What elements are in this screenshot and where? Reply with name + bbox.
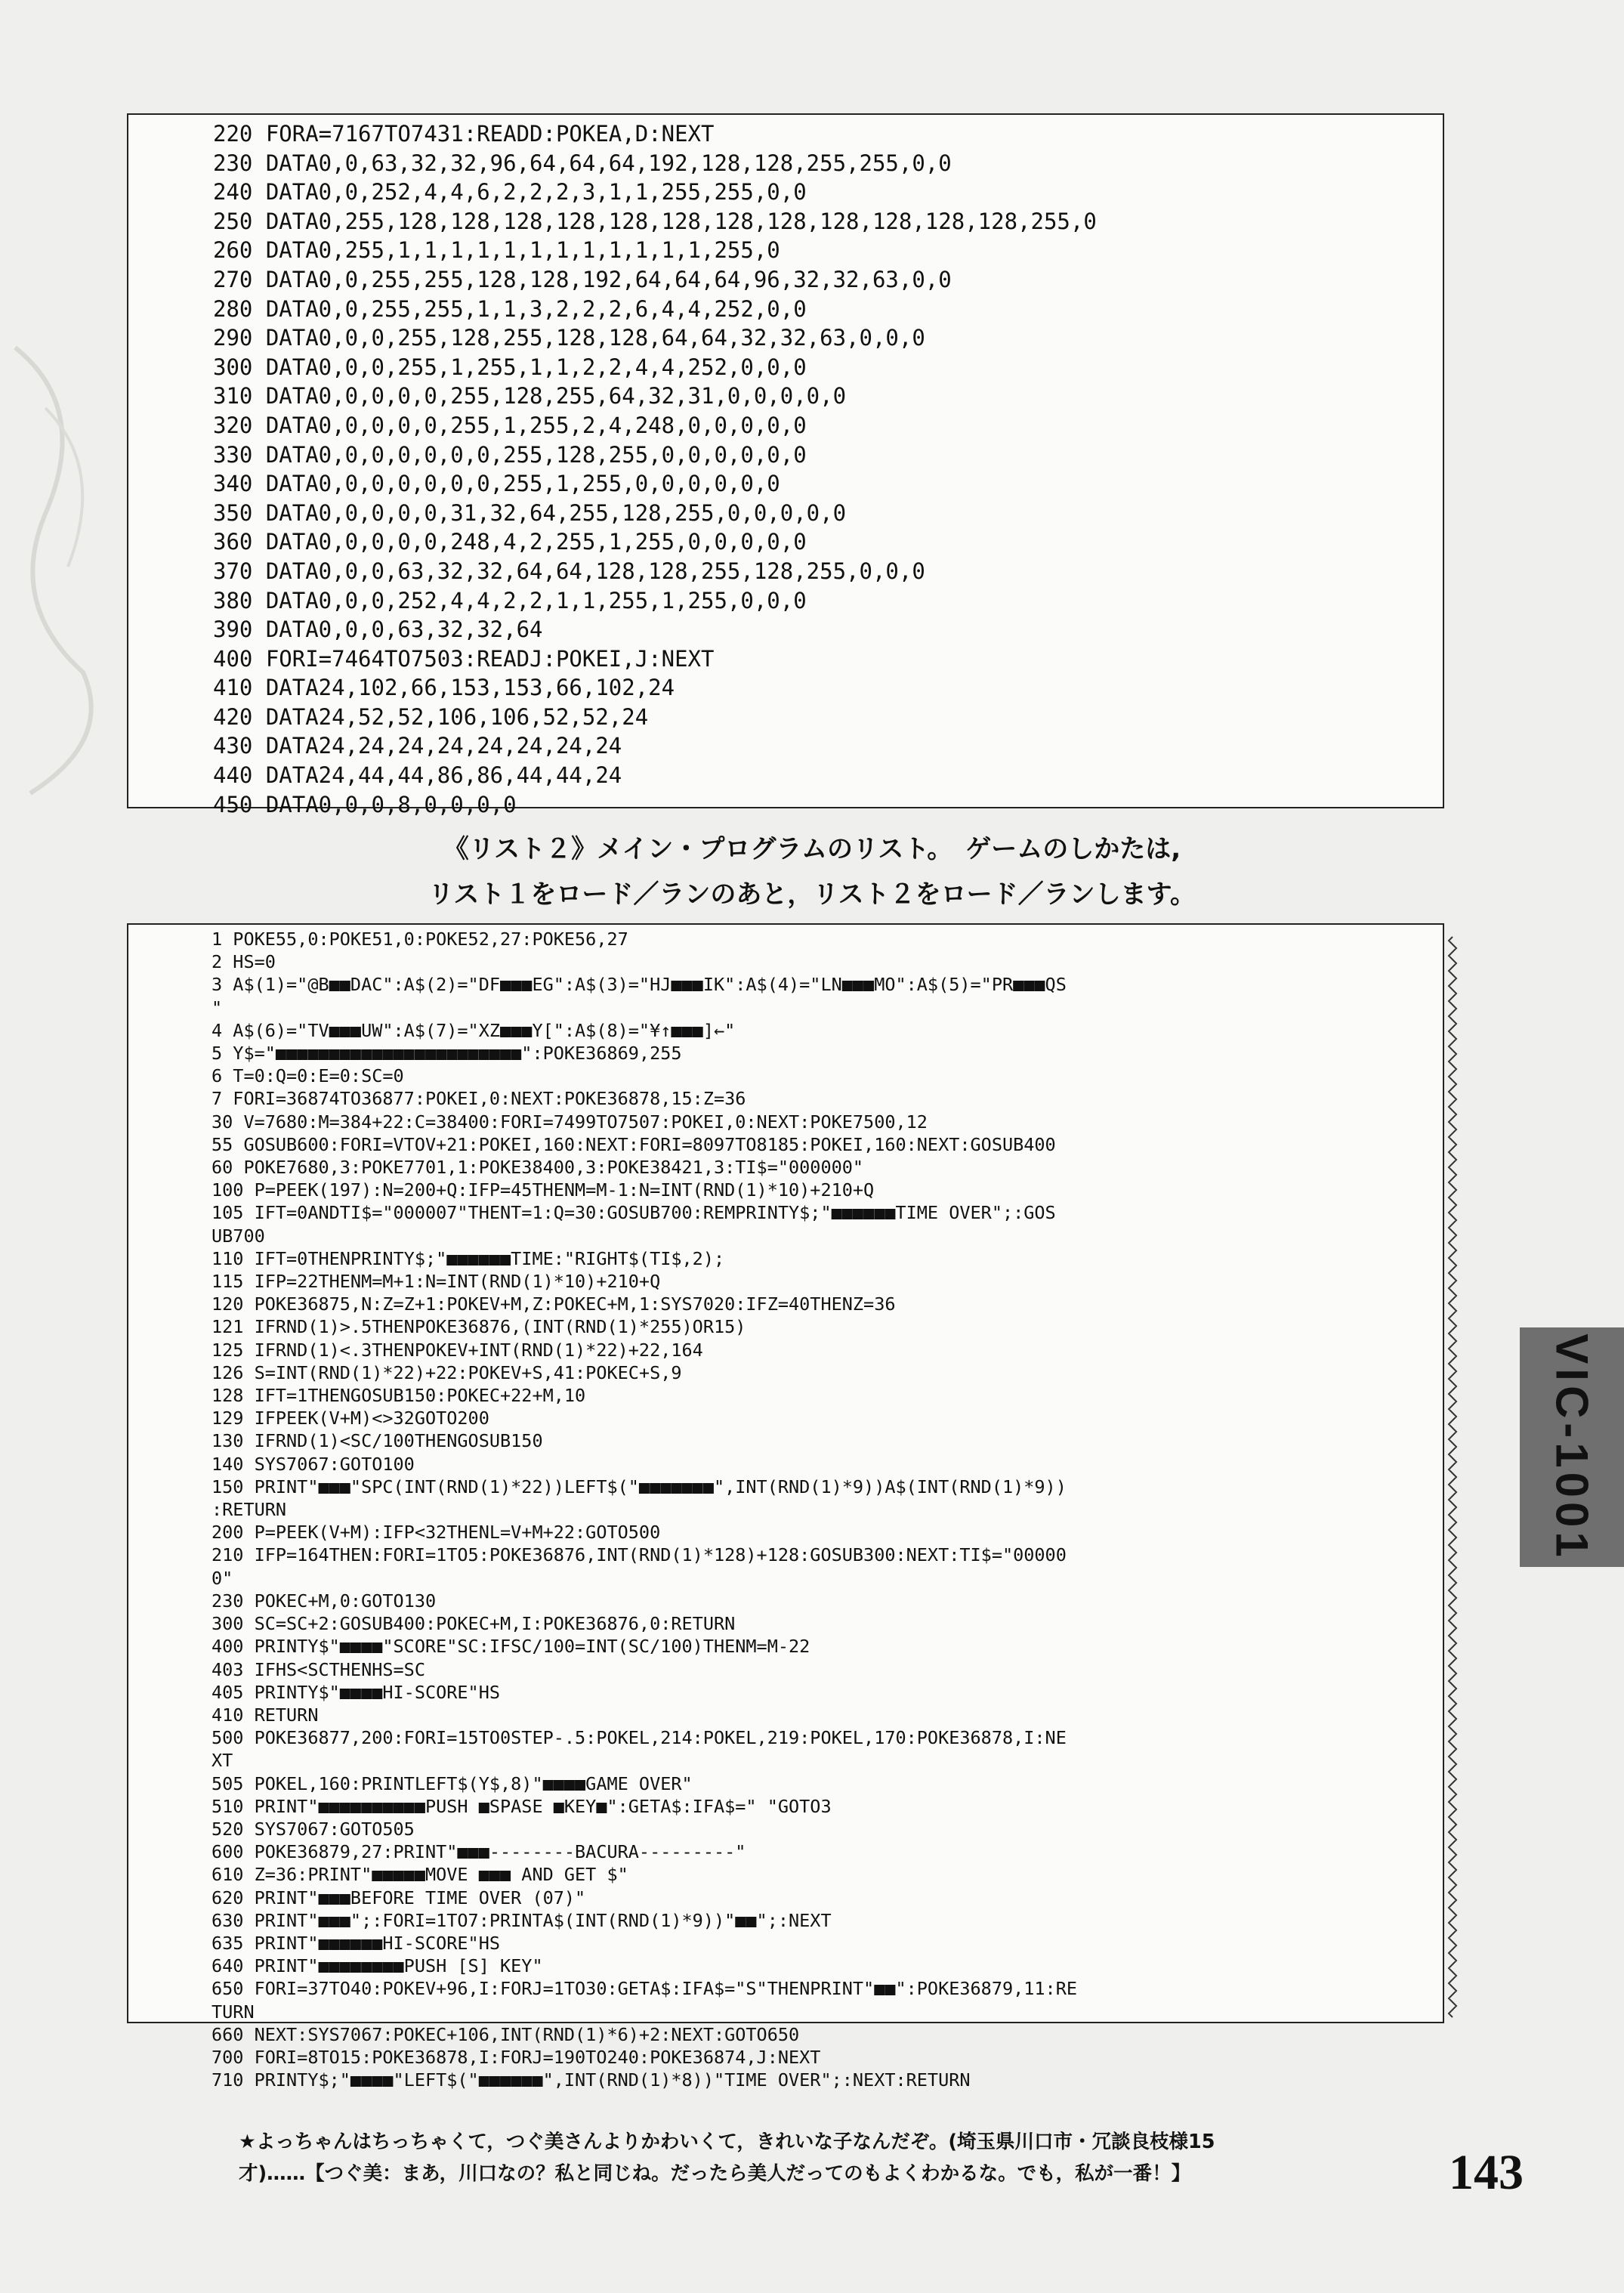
- bleed-through-art: [0, 317, 121, 808]
- code-line: 310 DATA0,0,0,0,0,255,128,255,64,32,31,0,0,0,0,0: [213, 383, 847, 409]
- listing-1-code: [128, 115, 1443, 819]
- code-line: 100 P=PEEK(197):N=200+Q:IFP=45THENM=M-1:N=INT(RND(1)*10)+210+Q: [211, 1179, 875, 1201]
- code-line: 280 DATA0,0,255,255,1,1,3,2,2,2,6,4,4,252,0,0: [213, 295, 807, 322]
- code-line: 230 DATA0,0,63,32,32,96,64,64,64,192,128,128,255,255,0,0: [213, 150, 952, 176]
- code-line: 5 Y$="■■■■■■■■■■■■■■■■■■■■■■■":POKE36869,255: [211, 1043, 682, 1065]
- code-line: 440 DATA24,44,44,86,86,44,44,24: [213, 762, 622, 789]
- listing-2-code: [128, 925, 1443, 2091]
- page-number: 143: [1449, 2145, 1524, 2200]
- code-line: UB700: [211, 1225, 265, 1247]
- code-line: 1 POKE55,0:POKE51,0:POKE52,27:POKE56,27: [211, 929, 628, 950]
- code-line: 410 RETURN: [211, 1704, 319, 1726]
- code-line: 60 POKE7680,3:POKE7701,1:POKE38400,3:POKE38421,3:TI$="000000": [211, 1157, 864, 1179]
- code-line: 660 NEXT:SYS7067:POKEC+106,INT(RND(1)*6)+2:NEXT:GOTO650: [211, 2023, 800, 2045]
- code-line: 121 IFRND(1)>.5THENPOKE36876,(INT(RND(1)*255)OR15): [211, 1316, 746, 1338]
- side-tab: [1520, 1327, 1624, 1567]
- code-line: 635 PRINT"■■■■■■HI-SCORE"HS: [211, 1932, 501, 1954]
- code-line: 710 PRINTY$;"■■■■"LEFT$("■■■■■■",INT(RND(1)*8))"TIME OVER";:NEXT:RETURN: [211, 2069, 971, 2091]
- code-line: 7 FORI=36874TO36877:POKEI,0:NEXT:POKE36878,15:Z=36: [211, 1088, 746, 1110]
- code-line: 610 Z=36:PRINT"■■■■■MOVE ■■■ AND GET $": [211, 1864, 628, 1886]
- code-line: 330 DATA0,0,0,0,0,0,0,255,128,255,0,0,0,0,0,0: [213, 441, 807, 468]
- zigzag-border: [1447, 937, 1458, 2017]
- code-line: 115 IFP=22THENM=M+1:N=INT(RND(1)*10)+210+Q: [211, 1271, 661, 1293]
- code-line: 140 SYS7067:GOTO100: [211, 1453, 415, 1475]
- code-line: 105 IFT=0ANDTI$="000007"THENT=1:Q=30:GOSUB700:REMPRINTY$;"■■■■■■TIME OVER";:GOS: [211, 1202, 1056, 1224]
- code-line: 640 PRINT"■■■■■■■■PUSH [S] KEY": [211, 1955, 543, 1977]
- code-line: 129 IFPEEK(V+M)<>32GOTO200: [211, 1408, 489, 1429]
- bleed-through-sketch: [0, 317, 121, 808]
- code-line: 380 DATA0,0,0,252,4,4,2,2,1,1,255,1,255,0,0,0: [213, 587, 807, 613]
- code-line: 30 V=7680:M=384+22:C=38400:FORI=7499TO7507:POKEI,0:NEXT:POKE7500,12: [211, 1111, 928, 1133]
- code-line: 520 SYS7067:GOTO505: [211, 1818, 415, 1840]
- code-line: 400 PRINTY$"■■■■"SCORE"SC:IFSC/100=INT(SC/100)THENM=M-22: [211, 1636, 810, 1658]
- footnote-line-2: 才)……【つぐ美：まあ，川口なの？私と同じね。だったら美人だってのもよくわかるな。でも，私が一番！】: [239, 2162, 1191, 2185]
- code-line: 250 DATA0,255,128,128,128,128,128,128,128,128,128,128,128,128,255,0: [213, 208, 1097, 234]
- caption-line-1: 《リスト２》メイン・プログラムのリスト。 ゲームのしかたは,: [443, 834, 1181, 864]
- code-line: 370 DATA0,0,0,63,32,32,64,64,128,128,255,128,255,0,0,0: [213, 558, 925, 584]
- code-line: 220 FORA=7167TO7431:READD:POKEA,D:NEXT: [213, 121, 715, 147]
- code-line: 3 A$(1)="@B■■DAC":A$(2)="DF■■■EG":A$(3)="HJ■■■IK":A$(4)="LN■■■MO":A$(5)="PR■■■QS: [211, 974, 1067, 996]
- code-line: 230 POKEC+M,0:GOTO130: [211, 1590, 437, 1612]
- code-line: 128 IFT=1THENGOSUB150:POKEC+22+M,10: [211, 1385, 586, 1407]
- code-line: 270 DATA0,0,255,255,128,128,192,64,64,64,96,32,32,63,0,0: [213, 266, 952, 292]
- code-line: 630 PRINT"■■■";:FORI=1TO7:PRINTA$(INT(RND(1)*9))"■■";:NEXT: [211, 1909, 832, 1931]
- code-line: 125 IFRND(1)<.3THENPOKEV+INT(RND(1)*22)+22,164: [211, 1339, 703, 1361]
- footnote-line-1: ★よっちゃんはちっちゃくて，つぐ美さんよりかわいくて，きれいな子なんだぞ。(埼玉県川口市・冗談良枝様15: [239, 2131, 1215, 2153]
- code-line: 405 PRINTY$"■■■■HI-SCORE"HS: [211, 1681, 501, 1703]
- code-line: 500 POKE36877,200:FORI=15TO0STEP-.5:POKEL,214:POKEL,219:POKEL,170:POKE36878,I:NE: [211, 1727, 1067, 1749]
- code-line: 4 A$(6)="TV■■■UW":A$(7)="XZ■■■Y[":A$(8)="¥↑■■■]←": [211, 1019, 736, 1041]
- code-line: 600 POKE36879,27:PRINT"■■■--------BACURA---------": [211, 1841, 746, 1863]
- code-line: :RETURN: [211, 1499, 287, 1521]
- code-line: XT: [211, 1750, 233, 1772]
- code-line: 260 DATA0,255,1,1,1,1,1,1,1,1,1,1,1,1,255,0: [213, 237, 780, 264]
- code-line: 390 DATA0,0,0,63,32,32,64: [213, 617, 543, 643]
- code-line: 410 DATA24,102,66,153,153,66,102,24: [213, 675, 675, 701]
- code-line: 126 S=INT(RND(1)*22)+22:POKEV+S,41:POKEC+S,9: [211, 1361, 682, 1383]
- code-line: 2 HS=0: [211, 951, 276, 973]
- code-line: 130 IFRND(1)<SC/100THENGOSUB150: [211, 1430, 543, 1452]
- code-line: 700 FORI=8TO15:POKE36878,I:FORJ=190TO240:POKE36874,J:NEXT: [211, 2046, 821, 2068]
- code-line: 360 DATA0,0,0,0,0,248,4,2,255,1,255,0,0,0,0,0: [213, 529, 807, 555]
- code-line: 300 DATA0,0,0,255,1,255,1,1,2,2,4,4,252,0,0,0: [213, 354, 807, 380]
- code-line: TURN: [211, 2001, 255, 2023]
- code-line: 650 FORI=37TO40:POKEV+96,I:FORJ=1TO30:GETA$:IFA$="S"THENPRINT"■■":POKE36879,11:RE: [211, 1978, 1078, 2000]
- code-line: 403 IFHS<SCTHENHS=SC: [211, 1658, 425, 1680]
- code-line: 55 GOSUB600:FORI=VTOV+21:POKEI,160:NEXT:FORI=8097TO8185:POKEI,160:NEXT:GOSUB400: [211, 1133, 1056, 1155]
- side-tab-label: VIC-1001: [1546, 1333, 1598, 1562]
- code-line: 110 IFT=0THENPRINTY$;"■■■■■■TIME:"RIGHT$(TI$,2);: [211, 1247, 725, 1269]
- listing-1-box: [127, 113, 1444, 817]
- code-line: 420 DATA24,52,52,106,106,52,52,24: [213, 703, 649, 730]
- code-line: 505 POKEL,160:PRINTLEFT$(Y$,8)"■■■■GAME OVER": [211, 1772, 693, 1794]
- code-line: 120 POKE36875,N:Z=Z+1:POKEV+M,Z:POKEC+M,1:SYS7020:IFZ=40THENZ=36: [211, 1293, 896, 1315]
- code-line: 340 DATA0,0,0,0,0,0,0,255,1,255,0,0,0,0,0,0: [213, 471, 780, 497]
- code-line: 450 DATA0,0,0,8,0,0,0,0: [213, 791, 517, 817]
- code-line: 0": [211, 1567, 233, 1589]
- code-line: 300 SC=SC+2:GOSUB400:POKEC+M,I:POKE36876,0:RETURN: [211, 1613, 736, 1635]
- code-line: 320 DATA0,0,0,0,0,255,1,255,2,4,248,0,0,0,0,0: [213, 412, 807, 438]
- listing-2-box: [127, 923, 1444, 2091]
- code-line: 200 P=PEEK(V+M):IFP<32THENL=V+M+22:GOTO500: [211, 1522, 661, 1544]
- code-line: 150 PRINT"■■■"SPC(INT(RND(1)*22))LEFT$("■■■■■■■",INT(RND(1)*9))A$(INT(RND(1)*9)): [211, 1476, 1067, 1497]
- code-line: ": [211, 997, 223, 1018]
- code-line: 430 DATA24,24,24,24,24,24,24,24: [213, 733, 622, 759]
- code-line: 400 FORI=7464TO7503:READJ:POKEI,J:NEXT: [213, 645, 715, 672]
- code-line: 350 DATA0,0,0,0,0,31,32,64,255,128,255,0,0,0,0,0: [213, 499, 847, 526]
- code-line: 620 PRINT"■■■BEFORE TIME OVER (07)": [211, 1887, 586, 1908]
- code-line: 210 IFP=164THEN:FORI=1TO5:POKE36876,INT(RND(1)*128)+128:GOSUB300:NEXT:TI$="00000: [211, 1544, 1067, 1566]
- footnote: [239, 2126, 1417, 2189]
- code-line: 6 T=0:Q=0:E=0:SC=0: [211, 1065, 404, 1087]
- code-line: 290 DATA0,0,0,255,128,255,128,128,64,64,32,32,63,0,0,0: [213, 325, 925, 351]
- caption-line-2: リスト１をロード／ランのあと，リスト２をロード／ランします。: [428, 879, 1196, 910]
- code-line: 240 DATA0,0,252,4,4,6,2,2,2,3,1,1,255,255,0,0: [213, 179, 807, 206]
- code-line: 510 PRINT"■■■■■■■■■■PUSH ■SPASE ■KEY■":GETA$:IFA$=" "GOTO3: [211, 1795, 832, 1817]
